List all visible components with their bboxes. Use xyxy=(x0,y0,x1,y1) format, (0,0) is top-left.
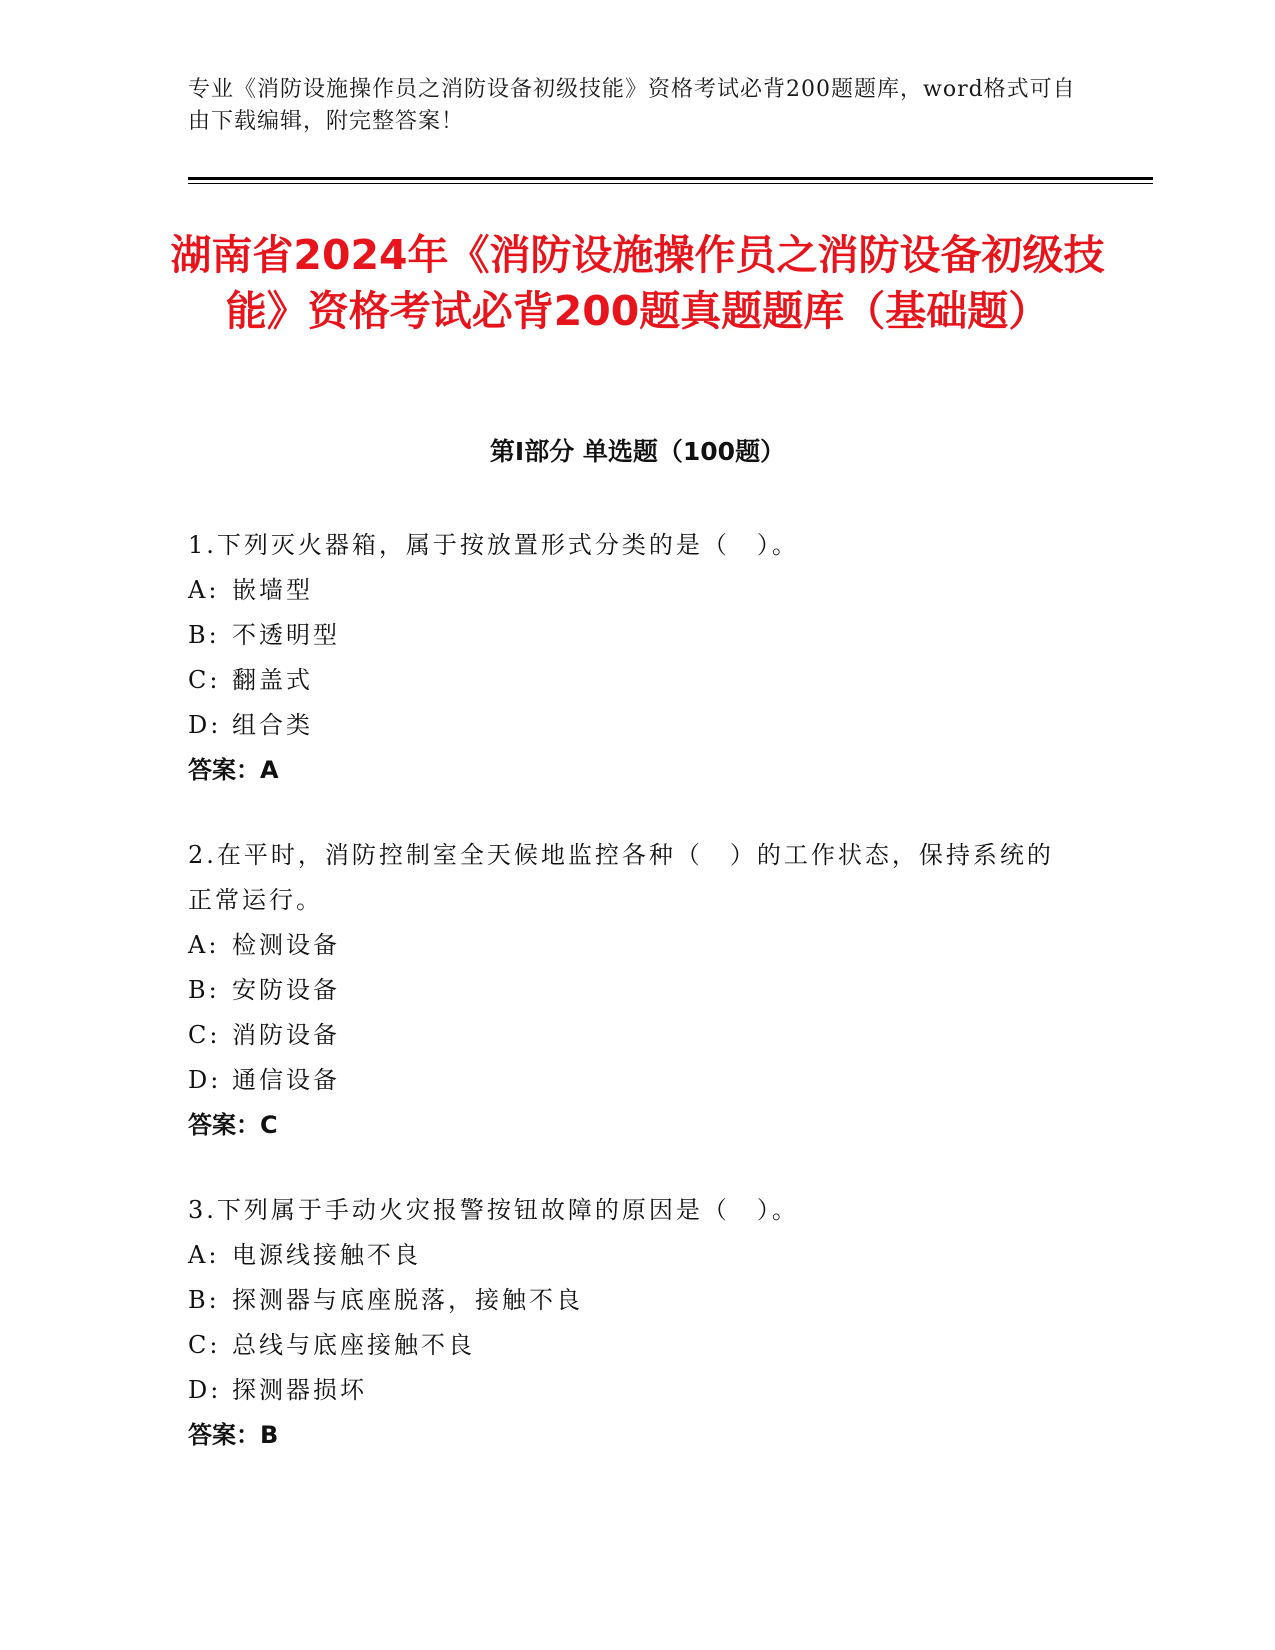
header-note: 专业《消防设施操作员之消防设备初级技能》资格考试必背200题题库，word格式可自由下载编辑，附完整答案！ xyxy=(188,77,1076,134)
option-letter: B: xyxy=(188,976,220,1004)
option-letter: A: xyxy=(188,931,220,959)
option-text: 不透明型 xyxy=(232,621,340,649)
option-text: 探测器损坏 xyxy=(232,1376,367,1404)
question-text: 1.下列灭火器箱，属于按放置形式分类的是（ ）。 xyxy=(188,531,799,559)
answer-text: 答案：C xyxy=(188,1111,278,1139)
option-b xyxy=(188,613,1068,658)
option-letter: D: xyxy=(188,711,222,739)
option-text: 安防设备 xyxy=(232,976,340,1004)
option-a xyxy=(188,568,1068,613)
question-text: 2.在平时，消防控制室全天候地监控各种（ ）的工作状态，保持系统的正常运行。 xyxy=(188,841,1054,914)
option-letter: A: xyxy=(188,576,220,604)
option-letter: C: xyxy=(188,1021,221,1049)
option-text: 探测器与底座脱落，接触不良 xyxy=(232,1286,583,1314)
option-d xyxy=(188,1058,1068,1103)
option-letter: B: xyxy=(188,621,220,649)
question-item xyxy=(188,523,1068,793)
option-text: 通信设备 xyxy=(232,1066,340,1094)
option-letter: A: xyxy=(188,1241,220,1269)
option-letter: C: xyxy=(188,666,221,694)
option-c xyxy=(188,1323,1068,1368)
option-letter: D: xyxy=(188,1066,222,1094)
option-c xyxy=(188,658,1068,703)
option-b xyxy=(188,1278,1068,1323)
option-text: 组合类 xyxy=(232,711,313,739)
question-item xyxy=(188,833,1068,1148)
option-b xyxy=(188,968,1068,1013)
option-letter: C: xyxy=(188,1331,221,1359)
option-c xyxy=(188,1013,1068,1058)
question-text: 3.下列属于手动火灾报警按钮故障的原因是（ ）。 xyxy=(188,1196,799,1224)
header-divider-thin xyxy=(188,183,1153,184)
question-list xyxy=(188,523,1068,1498)
header-divider-thick xyxy=(188,177,1153,180)
option-d xyxy=(188,1368,1068,1413)
option-text: 检测设备 xyxy=(232,931,340,959)
answer-text: 答案：B xyxy=(188,1421,279,1449)
answer-text: 答案：A xyxy=(188,756,279,784)
option-text: 消防设备 xyxy=(232,1021,340,1049)
option-text: 嵌墙型 xyxy=(232,576,313,604)
option-letter: D: xyxy=(188,1376,222,1404)
section-title: 第I部分 单选题（100题） xyxy=(489,437,786,466)
option-d xyxy=(188,703,1068,748)
option-letter: B: xyxy=(188,1286,220,1314)
option-text: 翻盖式 xyxy=(232,666,313,694)
option-text: 电源线接触不良 xyxy=(232,1241,421,1269)
question-item xyxy=(188,1188,1068,1458)
option-a xyxy=(188,923,1068,968)
option-a xyxy=(188,1233,1068,1278)
option-text: 总线与底座接触不良 xyxy=(232,1331,475,1359)
document-title: 湖南省2024年《消防设施操作员之消防设备初级技能》资格考试必背200题真题题库（基础题） xyxy=(170,231,1105,335)
